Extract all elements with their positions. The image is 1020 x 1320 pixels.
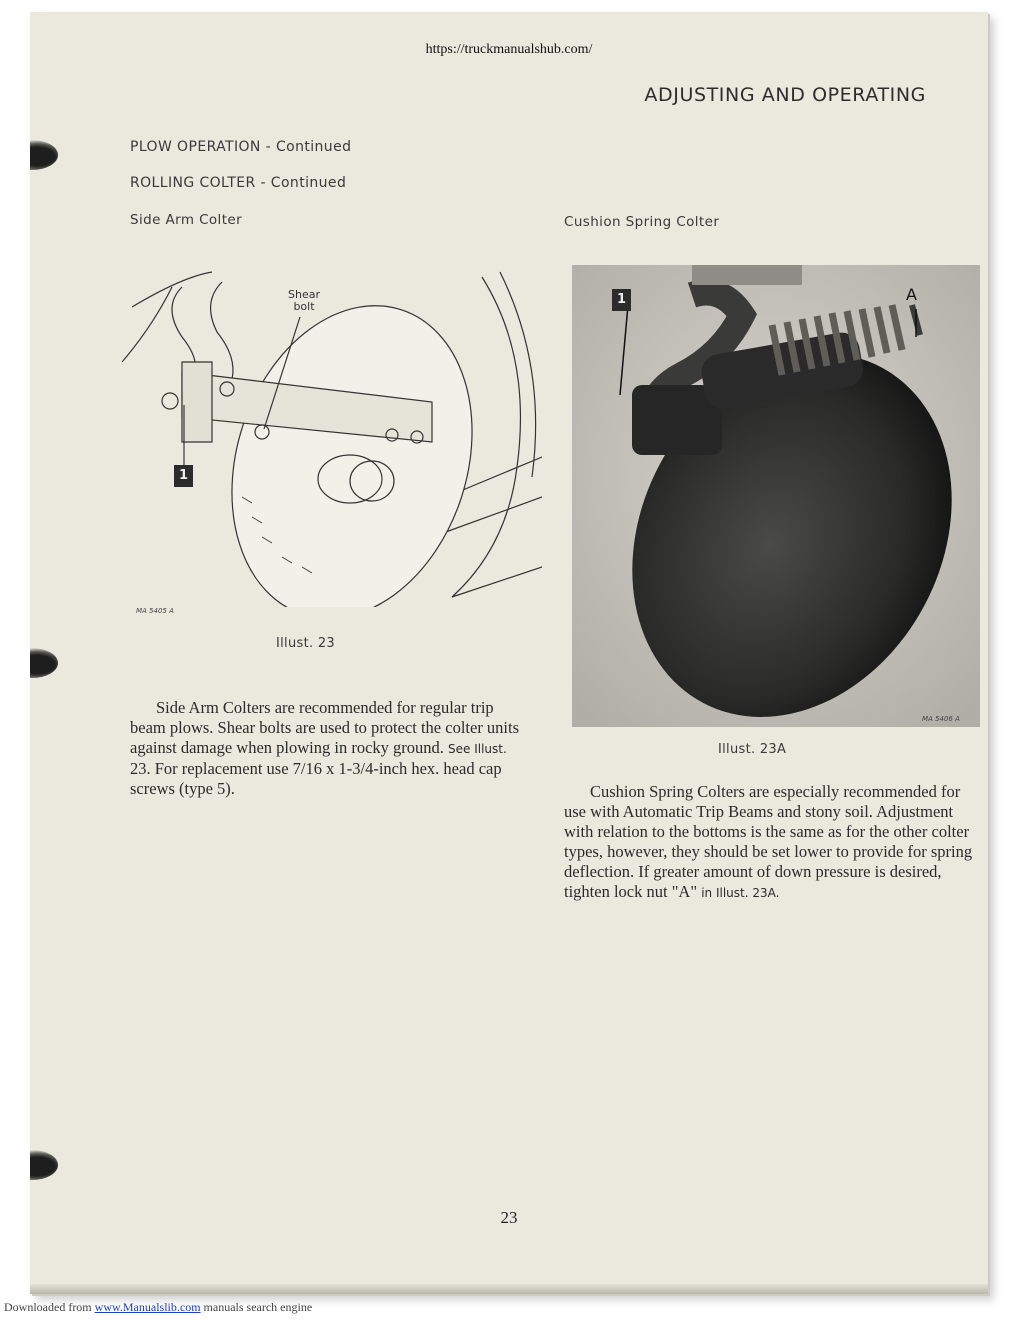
manual-page	[30, 12, 988, 1294]
page-number: 23	[500, 1208, 518, 1227]
illust-23a-caption: Illust. 23A	[718, 742, 787, 757]
binder-hole	[30, 1150, 58, 1180]
footer-suffix: manuals search engine	[203, 1300, 313, 1314]
callout-1-label: 1	[612, 289, 631, 311]
cushion-spring-colter-photo	[572, 265, 980, 727]
illust-23a-ref: in Illust. 23A.	[701, 886, 780, 900]
callout-1-label: 1	[174, 465, 193, 487]
manualslib-link[interactable]: www.Manualslib.com	[94, 1300, 201, 1314]
side-arm-text: Side Arm Colters are recommended for regular trip beam plows. Shear bolts are used to protect the colter units against damage when plowing in rocky ground.	[130, 698, 520, 757]
heading-rolling-colter: ROLLING COLTER - Continued	[130, 175, 347, 191]
cushion-spring-paragraph	[564, 782, 976, 903]
source-url: https://truckmanualshub.com/	[425, 42, 593, 57]
heading-plow-operation: PLOW OPERATION - Continued	[130, 139, 352, 155]
subtitle-cushion-spring-colter: Cushion Spring Colter	[564, 214, 720, 230]
binder-hole	[30, 648, 58, 678]
photo-code: MA 5406 A	[922, 715, 960, 723]
side-arm-colter-drawing	[122, 267, 542, 615]
section-title: ADJUSTING AND OPERATING	[644, 84, 926, 106]
binder-hole	[30, 140, 58, 170]
side-arm-text-2: 23. For replacement use 7/16 x 1-3/4-inch hex. head cap screws (type 5).	[130, 759, 502, 798]
footer	[4, 1300, 312, 1315]
subtitle-side-arm-colter: Side Arm Colter	[130, 212, 243, 228]
colter-line-drawing	[122, 267, 542, 607]
footer-prefix: Downloaded from	[4, 1300, 92, 1314]
drawing-code: MA 5405 A	[136, 607, 174, 615]
colter-photo-image	[572, 265, 980, 727]
lock-nut-a-label: A	[906, 285, 917, 304]
see-illust-ref: See Illust.	[448, 742, 507, 756]
illust-23-caption: Illust. 23	[276, 636, 335, 651]
cushion-spring-text: Cushion Spring Colters are especially recommended for use with Automatic Trip Beams and stony soil. Adjustment with relation to the bottoms is the same as for the other colter types, however, they should be set lower to provide for spring deflection. If greater amount of down pressure is desired, tighten lock nut "A"	[564, 782, 973, 901]
side-arm-paragraph	[130, 698, 530, 799]
shear-bolt-label: Shear bolt	[288, 288, 320, 313]
